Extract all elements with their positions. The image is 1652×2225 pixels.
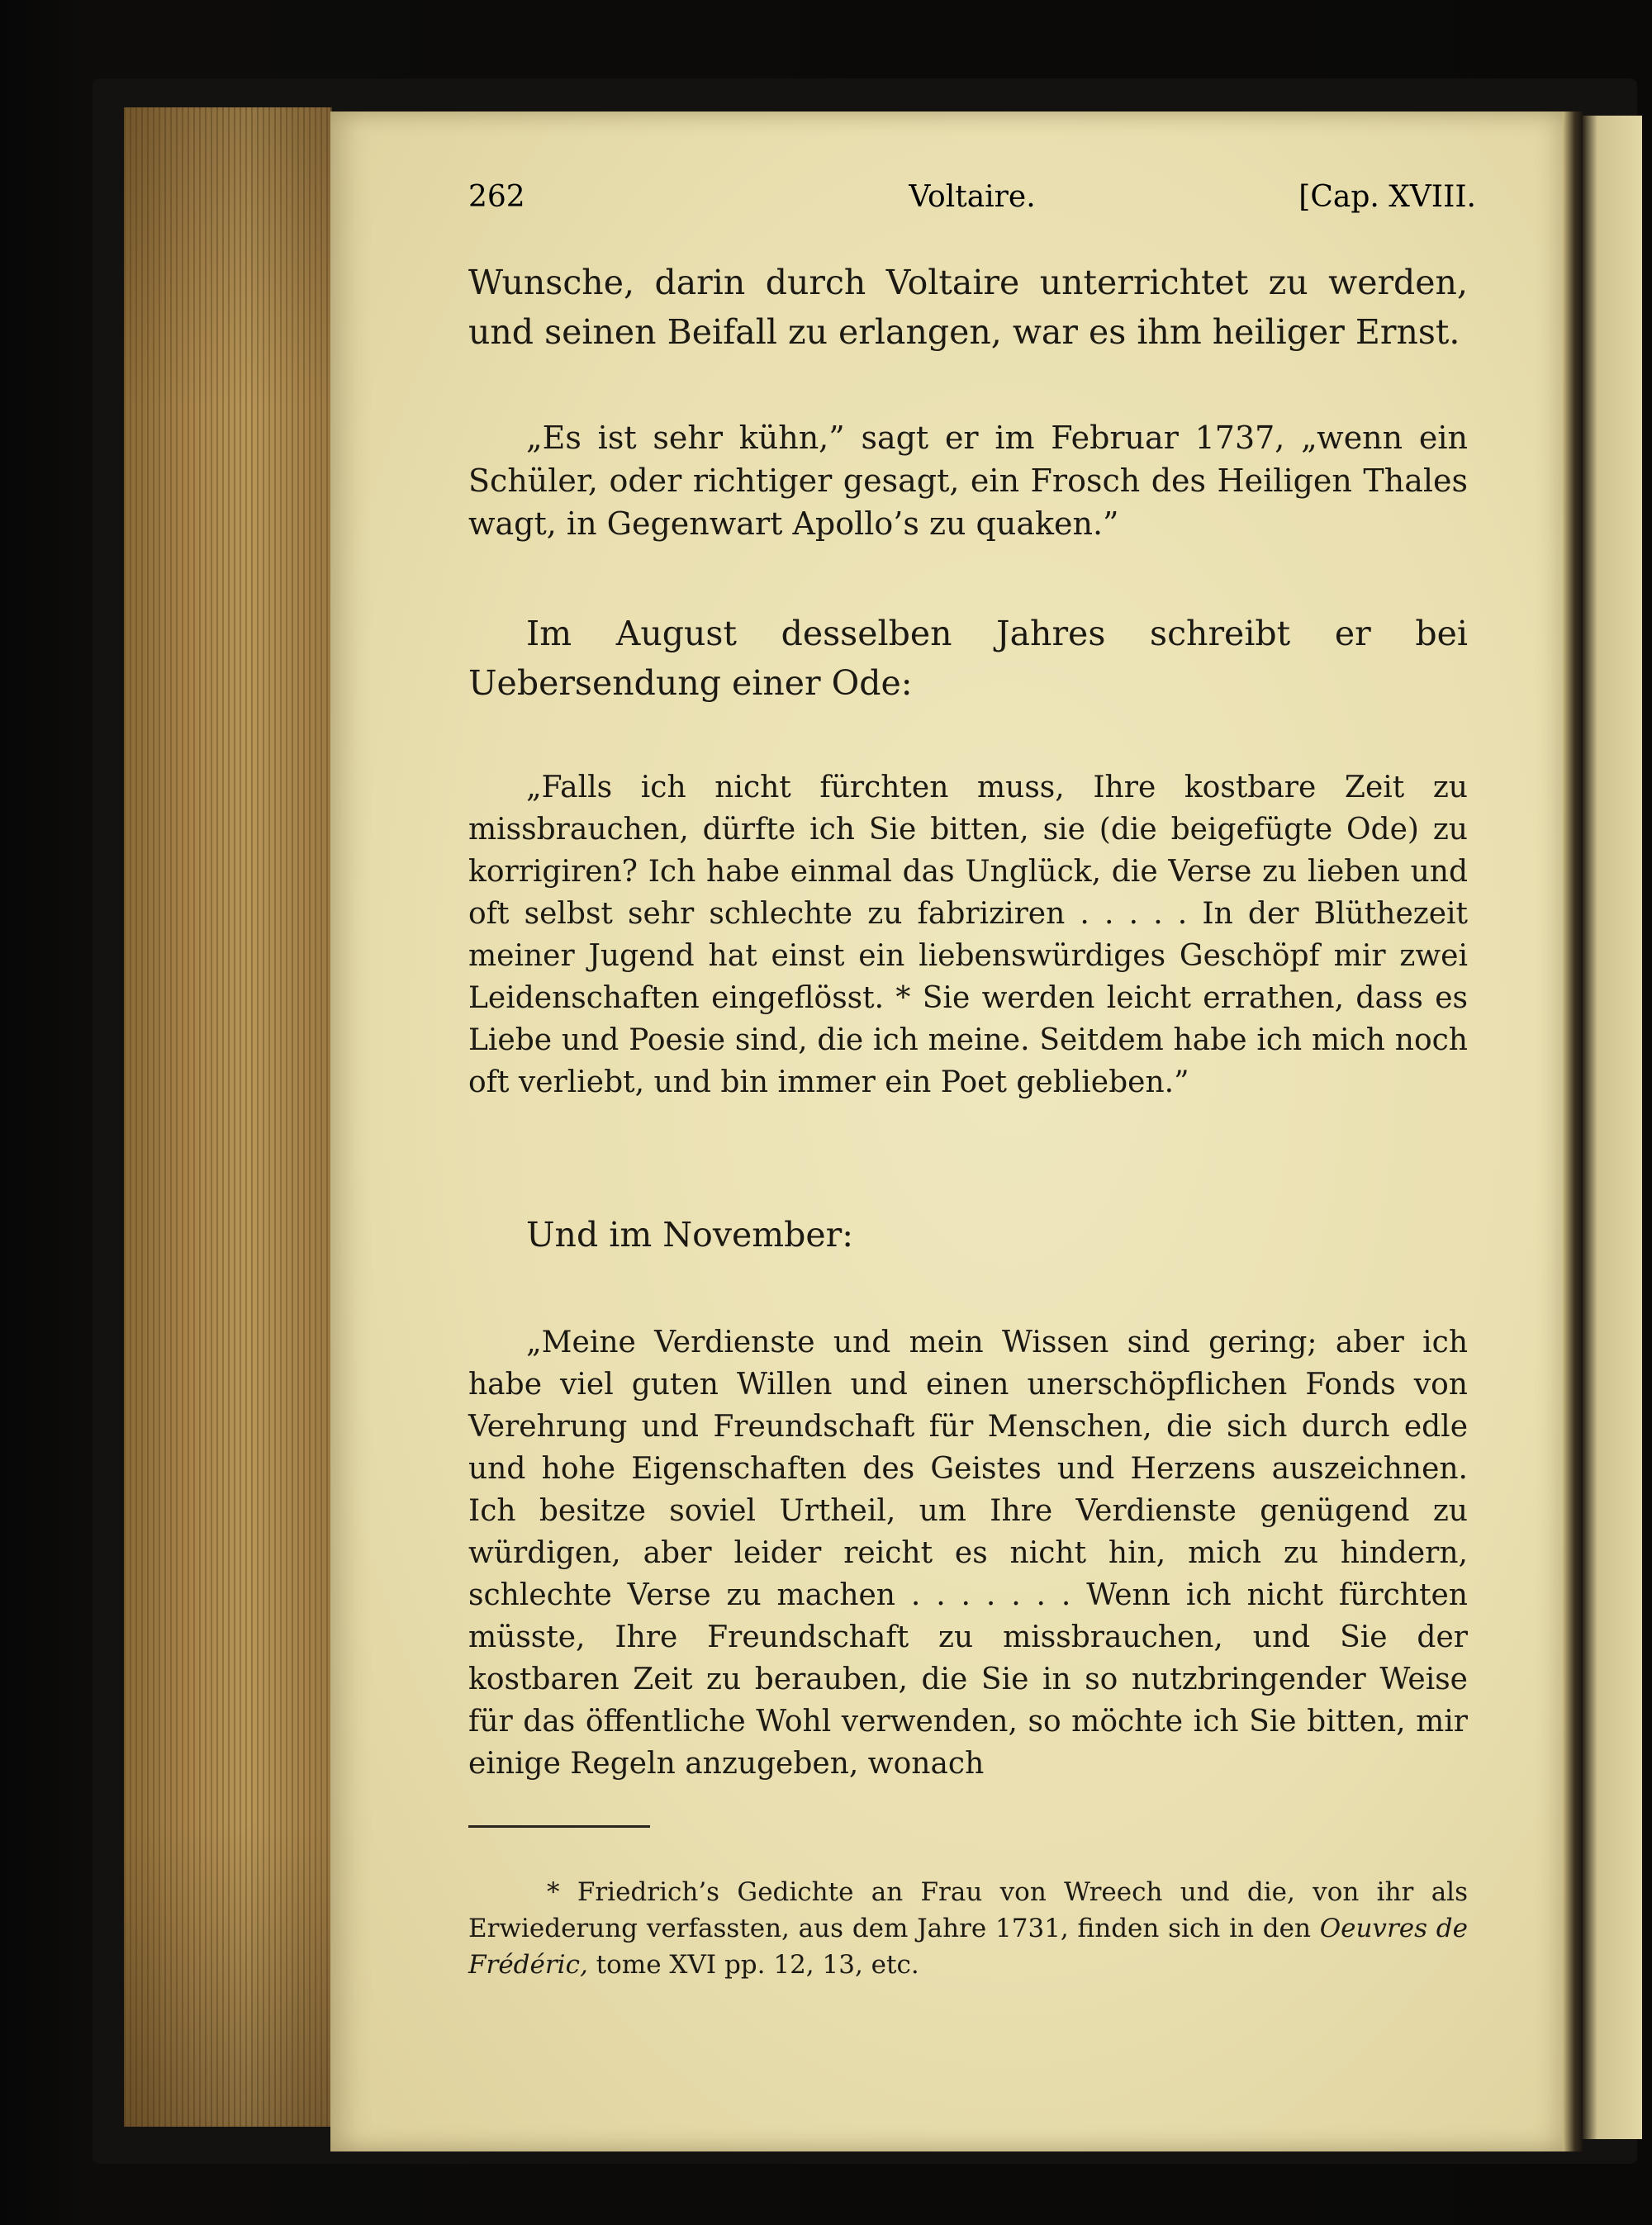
- page-gutter: [1563, 111, 1583, 2151]
- running-header: [468, 180, 1476, 226]
- paragraph-november-intro: Und im November:: [526, 1215, 854, 1255]
- footnote-italic-title: Oeuvres de Frédéric,: [468, 1914, 1468, 1980]
- footnote-tail: tome XVI pp. 12, 13, etc.: [587, 1950, 919, 1980]
- paragraph-quote-august: „Falls ich nicht fürchten muss, Ihre kostbare Zeit zu missbrauchen, dürfte ich Sie bitten, sie (die beigefügte Ode) zu korrigiren? Ich habe einmal das Unglück, die Verse zu lieben und oft selbst sehr schlechte zu fabriziren . . . . . In der Blüthezeit meiner Jugend hat einst ein liebenswürdiges Geschöpf mir zwei Leidenschaften eingeflösst. * Sie werden leicht errathen, dass es Liebe und Poesie sind, die ich meine. Seitdem habe ich mich noch oft verliebt, und bin immer ein Poet geblieben.”: [468, 771, 1468, 1099]
- paragraph-quote-february: „Es ist sehr kühn,” sagt er im Februar 1737, „wenn ein Schüler, oder richtiger gesagt, ein Frosch des Heiligen Thales wagt, in Gegenwart Apollo’s zu quaken.”: [468, 420, 1468, 542]
- chapter-label: [Cap. XVIII.: [1298, 180, 1476, 214]
- paragraph-quote-november: „Meine Verdienste und mein Wissen sind gering; aber ich habe viel guten Willen und einen unerschöpflichen Fonds von Verehrung und Freundschaft für Menschen, die sich durch edle und hohe Eigenschaften des Geistes und Herzens auszeichnen. Ich besitze soviel Urtheil, um Ihre Verdienste genügend zu würdigen, aber leider reicht es nicht hin, mich zu hindern, schlechte Verse zu machen . . . . . . . Wenn ich nicht fürchten müsste, Ihre Freundschaft zu missbrauchen, und Sie der kostbaren Zeit zu berauben, die Sie in so nutzbringender Weise für das öffentliche Wohl verwenden, so möchte ich Sie bitten, mir einige Regeln anzugeben, wonach: [468, 1326, 1468, 1781]
- footnote-rule: [468, 1825, 650, 1828]
- paragraph-august-intro: Im August desselben Jahres schreibt er bei Uebersendung einer Ode:: [468, 614, 1468, 703]
- page-block-shade: [124, 107, 330, 2127]
- paragraph-continuation: Wunsche, darin durch Voltaire unterrichtet zu werden, und seinen Beifall zu erlangen, war es ihm heiliger Ernst.: [468, 263, 1468, 352]
- page-number: 262: [468, 180, 525, 214]
- running-title: Voltaire.: [909, 180, 1036, 214]
- facing-page-edge: [1583, 116, 1642, 2139]
- footnote-text: * Friedrich’s Gedichte an Frau von Wreech und die, von ihr als Erwiederung verfassten, aus dem Jahre 1731, finden sich in den: [468, 1877, 1468, 1943]
- footnote: [468, 1874, 1468, 1983]
